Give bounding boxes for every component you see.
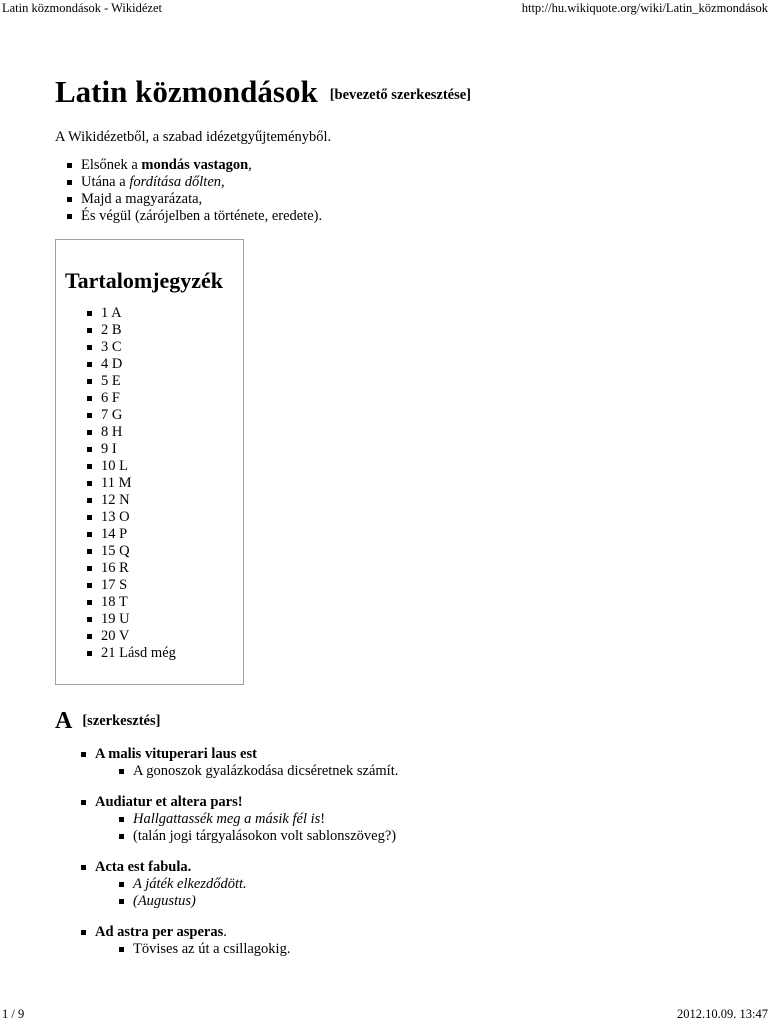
legend-bold: mondás vastagon — [141, 157, 249, 173]
toc-item-9[interactable]: 9 I — [81, 441, 243, 458]
print-page-title: Latin közmondások - Wikidézet — [2, 1, 162, 15]
proverb-detail — [113, 828, 735, 845]
article-content — [55, 72, 735, 972]
toc-item-16[interactable]: 16 R — [81, 560, 243, 577]
proverb-list — [75, 746, 735, 958]
proverb-origin: (Augustus) — [133, 893, 196, 909]
legend-plain: Utána a — [81, 174, 130, 190]
proverb-item — [75, 746, 735, 780]
toc-item-3[interactable]: 3 C — [81, 339, 243, 356]
proverb-detail-text: (talán jogi tárgyalásokon volt sablonszöveg?) — [133, 828, 397, 844]
print-header — [2, 0, 768, 16]
print-footer — [2, 1006, 768, 1022]
print-timestamp: 2012.10.09. 13:47 — [677, 1007, 768, 1021]
section-heading-a — [55, 706, 735, 736]
proverb-translation: Hallgattassék meg a másik fél is — [133, 811, 321, 827]
proverb-details — [113, 763, 735, 780]
proverb-detail — [113, 941, 735, 958]
legend-tail: , — [221, 174, 225, 190]
legend-item — [61, 208, 735, 225]
toc-item-10[interactable]: 10 L — [81, 458, 243, 475]
proverb-detail-text: Tövises az út a csillagokig. — [133, 941, 291, 957]
toc-item-14[interactable]: 14 P — [81, 526, 243, 543]
proverb-saying: Ad astra per asperas — [95, 924, 224, 940]
toc-item-20[interactable]: 20 V — [81, 628, 243, 645]
page-title-text: Latin közmondások — [55, 74, 318, 109]
legend-item — [61, 191, 735, 208]
proverb-details — [113, 876, 735, 910]
toc-item-4[interactable]: 4 D — [81, 356, 243, 373]
legend-item — [61, 157, 735, 174]
proverb-detail — [113, 811, 735, 828]
toc-item-13[interactable]: 13 O — [81, 509, 243, 526]
proverb-details — [113, 811, 735, 845]
toc-item-2[interactable]: 2 B — [81, 322, 243, 339]
edit-section-link[interactable]: [szerkesztés] — [82, 713, 161, 729]
legend-item — [61, 174, 735, 191]
proverb-detail — [113, 876, 735, 893]
legend-italic: fordítása dőlten — [129, 174, 222, 190]
edit-intro-link[interactable]: [bevezető szerkesztése] — [329, 87, 472, 103]
toc-item-5[interactable]: 5 E — [81, 373, 243, 390]
proverb-item — [75, 924, 735, 958]
proverb-translation: A játék elkezdődött. — [133, 876, 247, 892]
toc-item-18[interactable]: 18 T — [81, 594, 243, 611]
proverb-details — [113, 941, 735, 958]
toc-item-19[interactable]: 19 U — [81, 611, 243, 628]
section-heading-text: A — [55, 708, 73, 734]
toc-item-11[interactable]: 11 M — [81, 475, 243, 492]
proverb-saying: A malis vituperari laus est — [95, 746, 257, 762]
site-tagline: A Wikidézetből, a szabad idézetgyűjteményből. — [55, 129, 332, 145]
proverb-item — [75, 859, 735, 910]
toc-item-8[interactable]: 8 H — [81, 424, 243, 441]
legend-tail: , — [248, 157, 252, 173]
proverb-item — [75, 794, 735, 845]
proverb-detail-tail: ! — [320, 811, 326, 827]
proverb-saying-tail: . — [223, 924, 227, 940]
proverb-detail — [113, 893, 735, 910]
legend-plain: Majd a magyarázata, — [81, 191, 203, 207]
page-title — [55, 72, 735, 115]
legend-plain: Elsőnek a — [81, 157, 142, 173]
toc-item-17[interactable]: 17 S — [81, 577, 243, 594]
print-url[interactable]: http://hu.wikiquote.org/wiki/Latin_közmondások — [521, 1, 768, 15]
legend-plain: És végül (zárójelben a története, eredete). — [81, 208, 323, 224]
toc-item-12[interactable]: 12 N — [81, 492, 243, 509]
toc-item-6[interactable]: 6 F — [81, 390, 243, 407]
page-number: 1 / 9 — [2, 1007, 25, 1021]
toc-item-21[interactable]: 21 Lásd még — [81, 645, 243, 662]
toc-item-15[interactable]: 15 Q — [81, 543, 243, 560]
proverb-saying: Acta est fabula. — [95, 859, 192, 875]
proverb-detail-text: A gonoszok gyalázkodása dicséretnek számít. — [133, 763, 399, 779]
table-of-contents — [55, 239, 244, 685]
toc-item-1[interactable]: 1 A — [81, 305, 243, 322]
legend-list — [61, 157, 735, 225]
toc-list — [81, 305, 243, 662]
toc-title: Tartalomjegyzék — [65, 268, 224, 293]
toc-item-7[interactable]: 7 G — [81, 407, 243, 424]
proverb-saying: Audiatur et altera pars! — [95, 794, 243, 810]
proverb-detail — [113, 763, 735, 780]
